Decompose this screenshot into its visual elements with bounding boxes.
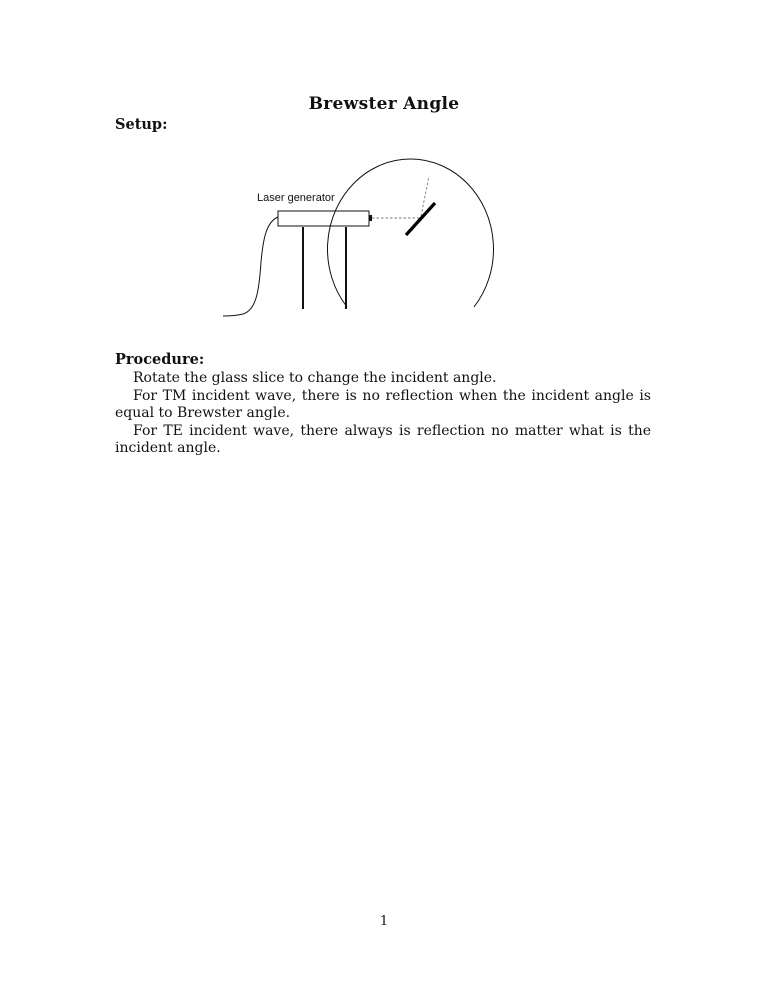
setup-diagram [0, 0, 768, 330]
procedure-text [115, 370, 651, 458]
glass-slice [406, 203, 435, 235]
procedure-line: Rotate the glass slice to change the incident angle. [133, 370, 497, 386]
power-cable [223, 217, 278, 316]
laser-generator-body [278, 211, 369, 226]
laser-aperture [369, 215, 372, 221]
page-number: 1 [379, 914, 389, 929]
procedure-heading: Procedure: [115, 351, 205, 368]
laser-generator-label: Laser generator [257, 192, 335, 204]
rotation-table-circle [327, 159, 493, 307]
setup-heading: Setup: [115, 116, 168, 133]
page-title: Brewster Angle [308, 94, 460, 114]
procedure-line: For TM incident wave, there is no reflection when the incident angle is equal to Brewster angle. [115, 387, 651, 422]
procedure-line: For TE incident wave, there always is reflection no matter what is the incident angle. [115, 422, 651, 457]
